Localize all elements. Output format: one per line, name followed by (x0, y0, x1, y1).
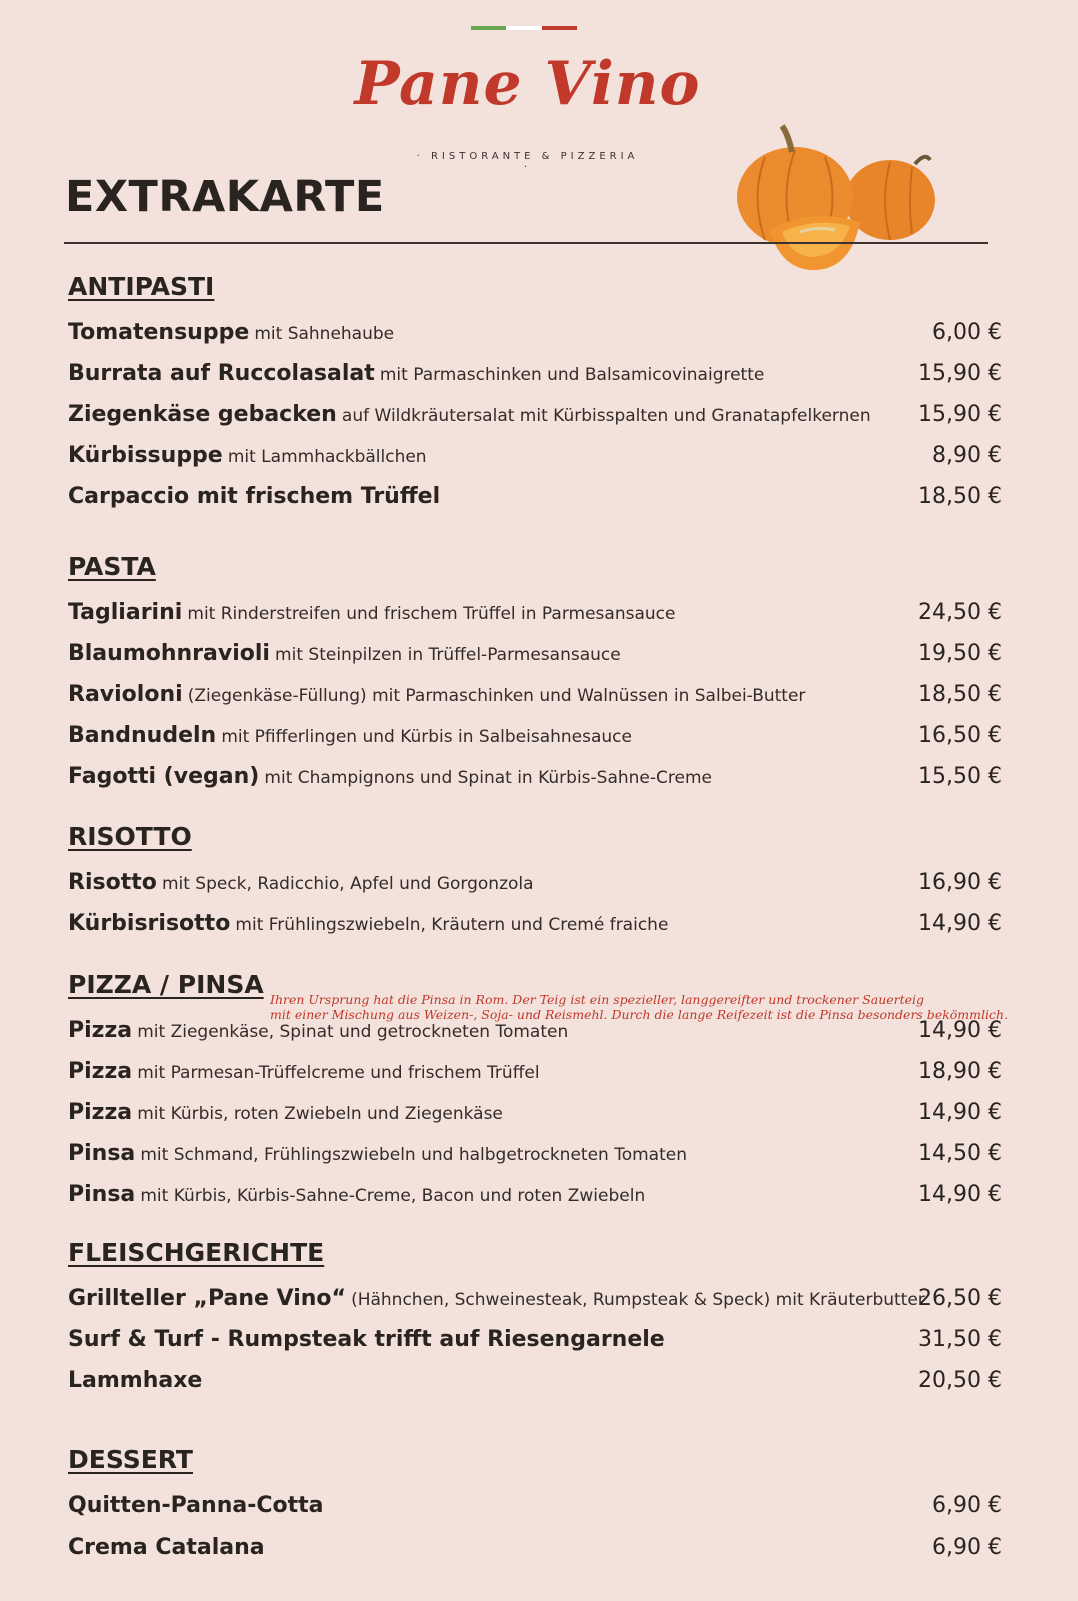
item-name: Surf & Turf - Rumpsteak trifft auf Riesengarnele (68, 1327, 665, 1352)
item-description: mit Rinderstreifen und frischem Trüffel in Parmesansauce (187, 604, 676, 624)
item-name: Ziegenkäse gebacken (68, 402, 337, 427)
section-dessert (68, 1445, 1008, 1560)
item-price: 24,50 € (918, 600, 1002, 625)
item-description: auf Wildkräutersalat mit Kürbisspalten und Granatapfelkernen (341, 406, 871, 426)
item-description: mit Sahnehaube (254, 324, 395, 344)
item-price: 18,50 € (918, 682, 1002, 707)
item-name: Ravioloni (68, 682, 183, 707)
item-description: mit Steinpilzen in Trüffel-Parmesansauce (275, 645, 621, 665)
item-name: Crema Catalana (68, 1535, 265, 1560)
menu-item (68, 1535, 1002, 1571)
section-title: RISOTTO (68, 822, 192, 851)
item-name: Burrata auf Ruccolasalat (68, 361, 375, 386)
item-description: mit Parmesan-Trüffelcreme und frischem Trüffel (137, 1063, 540, 1083)
section-risotto (68, 822, 1008, 936)
flag-green (471, 26, 506, 30)
item-name: Lammhaxe (68, 1368, 203, 1393)
pinsa-note-line2: mit einer Mischung aus Weizen-, Soja- und Reismehl. Durch die lange Reifezeit ist die Pinsa besonders bekömmlich. (270, 1007, 1009, 1022)
item-price: 16,90 € (918, 870, 1002, 895)
flag-white (506, 26, 541, 30)
section-title: DESSERT (68, 1445, 193, 1474)
item-price: 8,90 € (932, 443, 1002, 468)
section-title: ANTIPASTI (68, 272, 215, 301)
item-description: mit Champignons und Spinat in Kürbis-Sahne-Creme (264, 768, 712, 788)
section-title: FLEISCHGERICHTE (68, 1238, 325, 1267)
flag-red (542, 26, 577, 30)
item-price: 20,50 € (918, 1368, 1002, 1393)
item-price: 15,90 € (918, 361, 1002, 386)
menu-item (68, 1327, 1002, 1363)
item-price: 14,90 € (918, 1182, 1002, 1207)
item-price: 26,50 € (918, 1286, 1002, 1311)
item-name: Carpaccio mit frischem Trüffel (68, 484, 441, 509)
menu-item (68, 911, 1002, 947)
menu-item (68, 443, 1002, 479)
item-price: 31,50 € (918, 1327, 1002, 1352)
item-description: mit Speck, Radicchio, Apfel und Gorgonzola (161, 874, 534, 894)
item-price: 18,50 € (918, 484, 1002, 509)
item-price: 14,50 € (918, 1141, 1002, 1166)
item-price: 15,50 € (918, 764, 1002, 789)
item-name: Pizza (68, 1059, 133, 1084)
item-name: Pinsa (68, 1182, 136, 1207)
menu-item (68, 764, 1002, 800)
item-description: mit Ziegenkäse, Spinat und getrockneten Tomaten (137, 1022, 569, 1042)
item-name: Pizza (68, 1018, 133, 1043)
item-description: mit Frühlingszwiebeln, Kräutern und Cremé fraiche (235, 915, 669, 935)
item-name: Bandnudeln (68, 723, 217, 748)
section-title: PIZZA / PINSA (68, 970, 264, 999)
item-price: 14,90 € (918, 1018, 1002, 1043)
menu-item (68, 1141, 1002, 1177)
section-fleischgerichte (68, 1238, 1008, 1393)
pinsa-note (270, 992, 1030, 1022)
item-name: Pinsa (68, 1141, 136, 1166)
item-description: mit Parmaschinken und Balsamicovinaigrette (379, 365, 765, 385)
item-price: 16,50 € (918, 723, 1002, 748)
header-divider (64, 242, 988, 244)
item-name: Grillteller „Pane Vino“ (68, 1286, 346, 1311)
item-name: Blaumohnravioli (68, 641, 270, 666)
item-price: 14,90 € (918, 911, 1002, 936)
item-price: 15,90 € (918, 402, 1002, 427)
item-name: Kürbisrisotto (68, 911, 231, 936)
item-name: Tomatensuppe (68, 320, 250, 345)
section-title: PASTA (68, 552, 156, 581)
item-description: (Ziegenkäse-Füllung) mit Parmaschinken und Walnüssen in Salbei-Butter (187, 686, 806, 706)
item-price: 6,00 € (932, 320, 1002, 345)
item-description: mit Kürbis, roten Zwiebeln und Ziegenkäse (137, 1104, 503, 1124)
item-name: Risotto (68, 870, 157, 895)
item-name: Pizza (68, 1100, 133, 1125)
menu-item (68, 1018, 1002, 1054)
item-name: Quitten-Panna-Cotta (68, 1493, 324, 1518)
item-description: (Hähnchen, Schweinesteak, Rumpsteak & Speck) mit Kräuterbutter (351, 1290, 925, 1310)
item-description: mit Pfifferlingen und Kürbis in Salbeisahnesauce (221, 727, 632, 747)
menu-item (68, 1182, 1002, 1218)
item-price: 14,90 € (918, 1100, 1002, 1125)
section-pasta (68, 552, 1008, 789)
menu-item (68, 320, 1002, 356)
item-price: 19,50 € (918, 641, 1002, 666)
menu-item (68, 1100, 1002, 1136)
menu-item (68, 361, 1002, 397)
item-name: Fagotti (vegan) (68, 764, 260, 789)
menu-item (68, 600, 1002, 636)
menu-item (68, 1368, 1002, 1404)
menu-item (68, 870, 1002, 906)
menu-item (68, 484, 1002, 520)
menu-item (68, 682, 1002, 718)
item-price: 6,90 € (932, 1493, 1002, 1518)
logo-subtitle: · RISTORANTE & PIZZERIA · (416, 151, 639, 173)
pinsa-note-line1: Ihren Ursprung hat die Pinsa in Rom. Der Teig ist ein spezieller, langgereifter und trockener Sauerteig (270, 992, 925, 1007)
menu-item (68, 1059, 1002, 1095)
item-description: mit Lammhackbällchen (227, 447, 427, 467)
logo: Pane Vino (354, 49, 701, 119)
menu-item (68, 723, 1002, 759)
page-title: EXTRAKARTE (65, 172, 385, 222)
italian-flag-bar (471, 26, 577, 30)
menu-item (68, 641, 1002, 677)
item-price: 18,90 € (918, 1059, 1002, 1084)
menu-item (68, 1493, 1002, 1529)
pumpkins-icon (730, 122, 960, 277)
item-price: 6,90 € (932, 1535, 1002, 1560)
item-description: mit Schmand, Frühlingszwiebeln und halbgetrockneten Tomaten (140, 1145, 687, 1165)
item-description: mit Kürbis, Kürbis-Sahne-Creme, Bacon und roten Zwiebeln (140, 1186, 646, 1206)
item-name: Kürbissuppe (68, 443, 223, 468)
section-antipasti (68, 272, 1008, 509)
menu-item (68, 1286, 1002, 1322)
item-name: Tagliarini (68, 600, 183, 625)
menu-item (68, 402, 1002, 438)
